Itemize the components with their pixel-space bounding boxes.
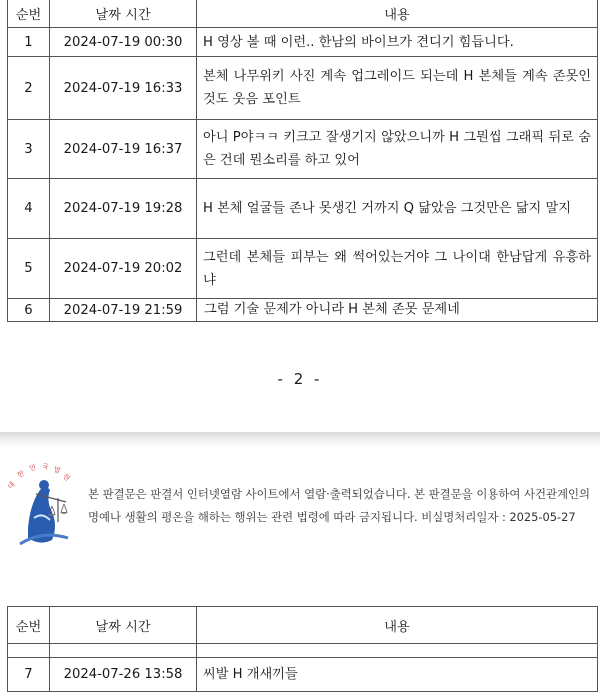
row-number: 2 xyxy=(8,57,50,120)
message-table xyxy=(7,0,598,322)
row-content: 씨발 H 개새끼들 xyxy=(197,658,598,692)
row-content: 그럼 기술 문제가 아니라 H 본체 존못 문제네 xyxy=(197,299,598,322)
court-notice xyxy=(88,483,600,529)
row-number: 1 xyxy=(8,28,50,57)
svg-text:법: 법 xyxy=(52,465,62,476)
court-seal-logo xyxy=(2,460,86,548)
message-table-continued xyxy=(7,606,598,692)
page-number: - 2 - xyxy=(277,370,323,388)
svg-text:민: 민 xyxy=(28,463,37,473)
row-datetime: 2024-07-26 13:58 xyxy=(50,658,197,692)
table-row xyxy=(8,28,598,57)
row-datetime: 2024-07-19 16:33 xyxy=(50,57,197,120)
row-content: 본체 나무위키 사진 계속 업그레이드 되는데 H 본체들 계속 존못인 것도 웃음 포인트 xyxy=(197,57,598,120)
row-number: 7 xyxy=(8,658,50,692)
table-row xyxy=(8,57,598,120)
table-header-row xyxy=(8,607,598,644)
table-row xyxy=(8,299,598,322)
row-content: H 본체 얼굴들 존나 못생긴 거까지 Q 닮았음 그것만은 닮지 말지 xyxy=(197,179,598,239)
row-datetime: 2024-07-19 20:02 xyxy=(50,239,197,299)
row-content: 그런데 본체들 피부는 왜 썩어있는거야 그 나이대 한남답게 유흥하냐 xyxy=(197,239,598,299)
header-content: 내용 xyxy=(197,607,598,644)
table-spacer-row xyxy=(8,644,598,658)
row-number: 4 xyxy=(8,179,50,239)
header-no: 순번 xyxy=(8,607,50,644)
row-content: H 영상 볼 때 이런.. 한남의 바이브가 견디기 힘듭니다. xyxy=(197,28,598,57)
page-divider xyxy=(0,432,600,448)
row-datetime: 2024-07-19 19:28 xyxy=(50,179,197,239)
table-row xyxy=(8,239,598,299)
table-row xyxy=(8,120,598,179)
row-datetime: 2024-07-19 21:59 xyxy=(50,299,197,322)
row-datetime: 2024-07-19 16:37 xyxy=(50,120,197,179)
svg-text:한: 한 xyxy=(16,469,26,480)
header-no: 순번 xyxy=(8,0,50,28)
svg-text:대: 대 xyxy=(6,480,17,491)
row-number: 3 xyxy=(8,120,50,179)
notice-line-2: 명예나 생활의 평온을 해하는 행위는 관련 법령에 따라 금지됩니다. 비실명처리일자 : 2025-05-27 xyxy=(88,510,576,524)
row-number: 5 xyxy=(8,239,50,299)
svg-text:원: 원 xyxy=(61,472,72,483)
row-content: 아니 P야ㅋㅋ 키크고 잘생기지 않았으니까 H 그뭔씹 그래픽 뒤로 숨은 건데 뭔소리를 하고 있어 xyxy=(197,120,598,179)
table-row xyxy=(8,179,598,239)
notice-line-1: 본 판결문은 판결서 인터넷열람 사이트에서 열람·출력되었습니다. 본 판결문을 이용하여 사건관계인의 xyxy=(88,487,590,501)
header-content: 내용 xyxy=(197,0,598,28)
header-datetime: 날짜 시간 xyxy=(50,607,197,644)
row-datetime: 2024-07-19 00:30 xyxy=(50,28,197,57)
row-number: 6 xyxy=(8,299,50,322)
table-header-row xyxy=(8,0,598,28)
svg-text:국: 국 xyxy=(41,462,49,472)
table-row xyxy=(8,658,598,692)
header-datetime: 날짜 시간 xyxy=(50,0,197,28)
